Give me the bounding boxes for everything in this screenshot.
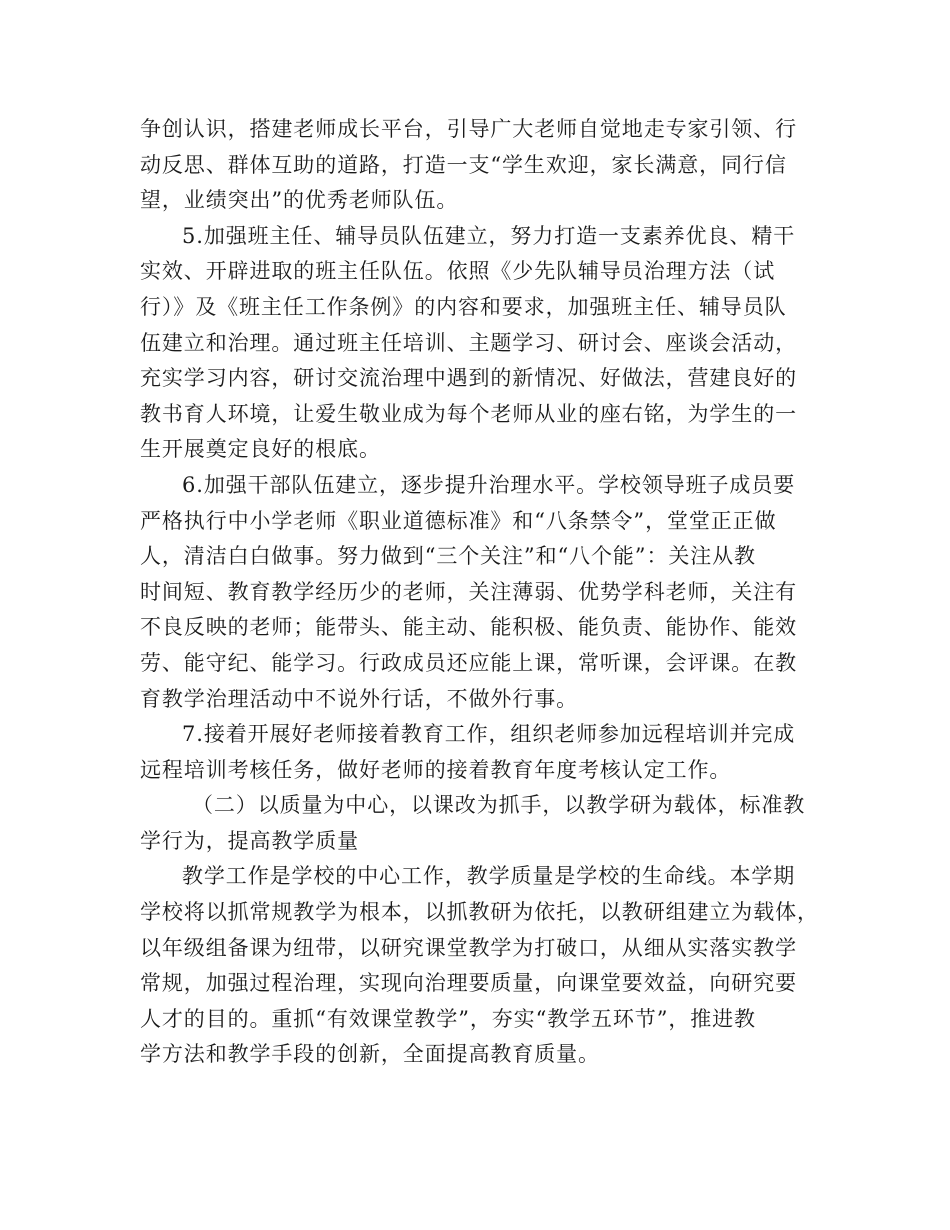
text-line: 争创认识，搭建老师成长平台，引导广大老师自觉地走专家引领、行	[140, 117, 797, 141]
text-line: 人才的目的。重抓“有效课堂教学”，夯实“教学五环节”，推进教	[140, 1006, 756, 1031]
text-line: 以年级组备课为纽带，以研究课堂教学为打破口，从细从实落实教学	[140, 935, 797, 960]
paragraph-teaching	[140, 859, 819, 1073]
text-line: 5.加强班主任、辅导员队伍建立，努力打造一支素养优良、精干	[182, 223, 796, 248]
text-line: 充实学习内容，研讨交流治理中遇到的新情况、好做法，营建良好的	[140, 366, 797, 391]
text-line: 实效、开辟进取的班主任队伍。依照《少先队辅导员治理方法（试	[140, 259, 776, 284]
text-line: 劳、能守纪、能学习。行政成员还应能上课，常听课，会评课。在教	[140, 650, 797, 675]
text-line: 远程培训考核任务，做好老师的接着教育年度考核认定工作。	[140, 757, 732, 782]
text-line: 行）》及《班主任工作条例》的内容和要求，加强班主任、辅导员队	[140, 294, 787, 319]
text-line: 学校将以抓常规教学为根本，以抓教研为依托，以教研组建立为载体，	[140, 900, 819, 925]
text-line: （二）以质量为中心，以课改为抓手，以教学研为载体，标准教	[192, 793, 806, 818]
paragraph-item-6	[140, 468, 812, 717]
text-line: 教书育人环境，让爱生敬业成为每个老师从业的座右铭，为学生的一	[140, 401, 797, 426]
paragraph-item-7	[140, 717, 812, 788]
section-heading	[140, 788, 812, 859]
document-page	[140, 112, 819, 1073]
paragraph-continuation	[140, 112, 812, 219]
text-line: 望，业绩突出”的优秀老师队伍。	[140, 188, 459, 213]
text-line: 时间短、教育教学经历少的老师，关注薄弱、优势学科老师，关注有	[140, 579, 797, 604]
text-line: 人，清洁白白做事。努力做到“三个关注”和“八个能”：关注从教	[140, 544, 756, 569]
text-line: 动反思、群体互助的道路，打造一支“学生欢迎，家长满意，同行信	[140, 152, 787, 177]
text-line: 育教学治理活动中不说外行话，不做外行事。	[140, 686, 578, 711]
paragraph-item-5	[140, 219, 812, 468]
text-line: 严格执行中小学老师《职业道德标准》和“八条禁令”，堂堂正正做	[140, 508, 777, 533]
text-line: 教学工作是学校的中心工作，教学质量是学校的生命线。本学期	[182, 864, 796, 889]
text-line: 学方法和教学手段的创新，全面提高教育质量。	[140, 1042, 600, 1067]
text-line: 伍建立和治理。通过班主任培训、主题学习、研讨会、座谈会活动，	[140, 330, 797, 355]
text-line: 不良反映的老师；能带头、能主动、能积极、能负责、能协作、能效	[140, 615, 797, 640]
text-line: 常规，加强过程治理，实现向治理要质量，向课堂要效益，向研究要	[140, 971, 797, 996]
text-line: 生开展奠定良好的根底。	[140, 437, 381, 462]
text-line: 6.加强干部队伍建立，逐步提升治理水平。学校领导班子成员要	[182, 472, 796, 497]
text-line: 学行为，提高教学质量	[140, 828, 359, 853]
text-line: 7.接着开展好老师接着教育工作，组织老师参加远程培训并完成	[182, 722, 796, 747]
